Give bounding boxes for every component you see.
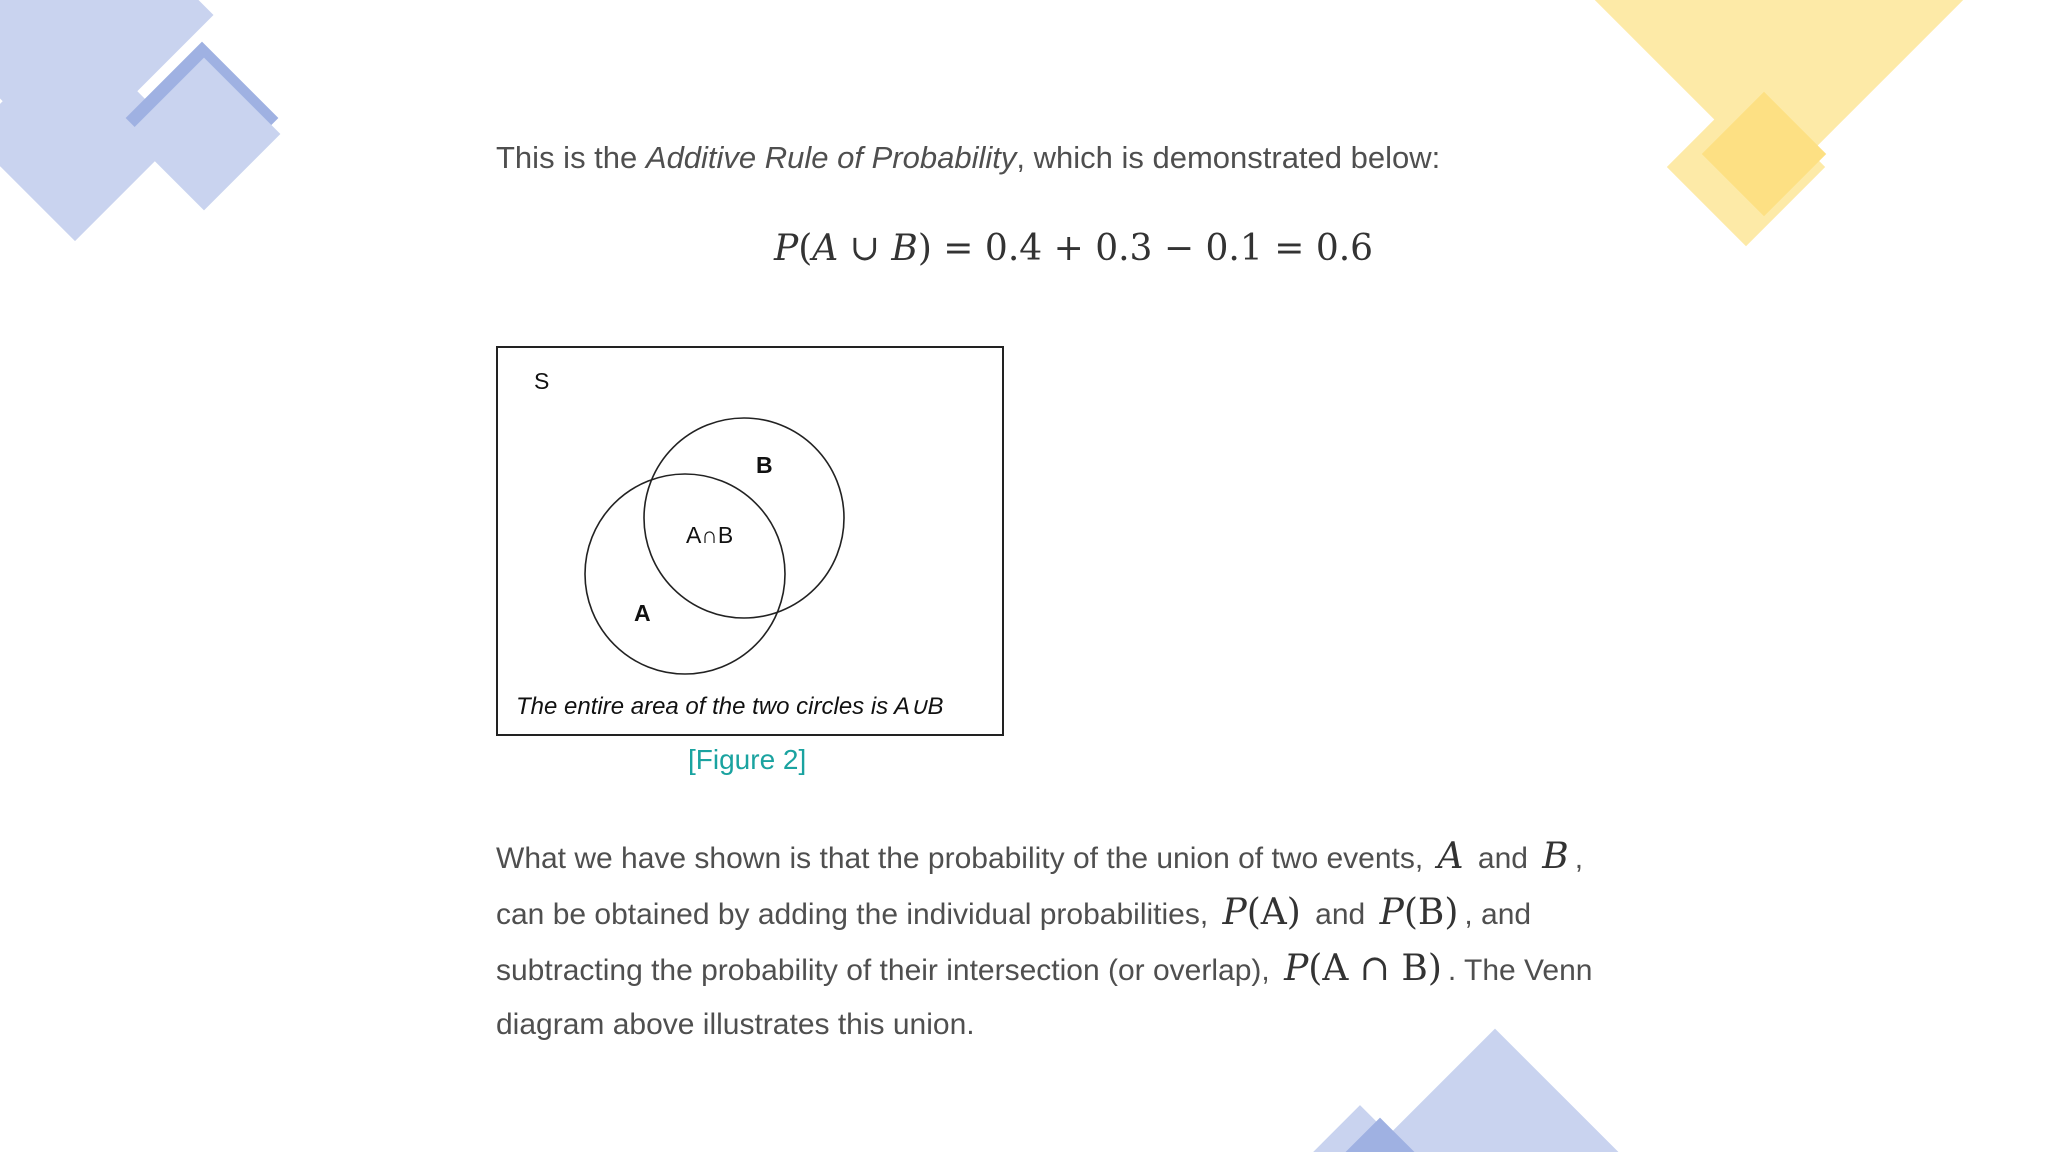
eq-close: )	[917, 228, 932, 269]
math-p-b-arg: (B)	[1403, 892, 1459, 933]
math-p-a-arg: (A)	[1246, 892, 1301, 933]
intro-prefix: This is the	[496, 140, 646, 175]
math-p-a-p: P	[1222, 892, 1247, 933]
explanation-paragraph	[496, 830, 1616, 1052]
venn-diagram-figure	[496, 346, 1004, 736]
circle-b	[644, 418, 844, 618]
math-a	[1432, 836, 1470, 877]
para-text-2: and	[1469, 842, 1537, 875]
circle-a-label: A	[634, 600, 651, 626]
math-p-a-and-b	[1278, 948, 1448, 989]
venn-diagram	[498, 348, 1006, 738]
eq-a: A	[812, 228, 839, 269]
math-b-var: B	[1542, 836, 1569, 877]
eq-open: (	[798, 228, 813, 269]
rule-name: Additive Rule of Probability	[645, 140, 1017, 175]
math-a-var: A	[1437, 836, 1464, 877]
eq-p: P	[774, 228, 799, 269]
intro-suffix: , which is demonstrated below:	[1016, 140, 1441, 175]
math-p-b	[1374, 892, 1465, 933]
eq-union: ∪	[838, 228, 892, 269]
intersection-label: A∩B	[686, 522, 734, 548]
para-text-5: , and subtracting the probability of their intersection (or overlap),	[496, 898, 1532, 987]
eq-b: B	[891, 228, 918, 269]
para-text-6: . The Venn diagram above illustrates this union.	[496, 954, 1593, 1041]
eq-rhs: = 0.4 + 0.3 − 0.1 = 0.6	[931, 228, 1374, 269]
math-p-a	[1217, 892, 1307, 933]
sample-space-label: S	[534, 368, 550, 394]
math-p-ab-p: P	[1284, 948, 1309, 989]
circle-b-label: B	[756, 452, 773, 478]
math-p-ab-arg: (A ∩ B)	[1308, 948, 1442, 989]
math-p-b-p: P	[1379, 892, 1404, 933]
para-text-4: and	[1306, 898, 1374, 931]
math-b	[1536, 836, 1574, 877]
figure-caption: The entire area of the two circles is A∪B	[516, 693, 944, 720]
additive-rule-equation	[774, 228, 1373, 269]
figure-2-link[interactable]: [Figure 2]	[688, 744, 807, 775]
para-text-3: , can be obtained by adding the individual probabilities,	[496, 842, 1584, 931]
intro-sentence	[496, 136, 1440, 180]
circle-a	[585, 474, 785, 674]
para-text-1: What we have shown is that the probability of the union of two events,	[496, 842, 1432, 875]
decor-diamond-top-left-lower	[128, 58, 281, 211]
